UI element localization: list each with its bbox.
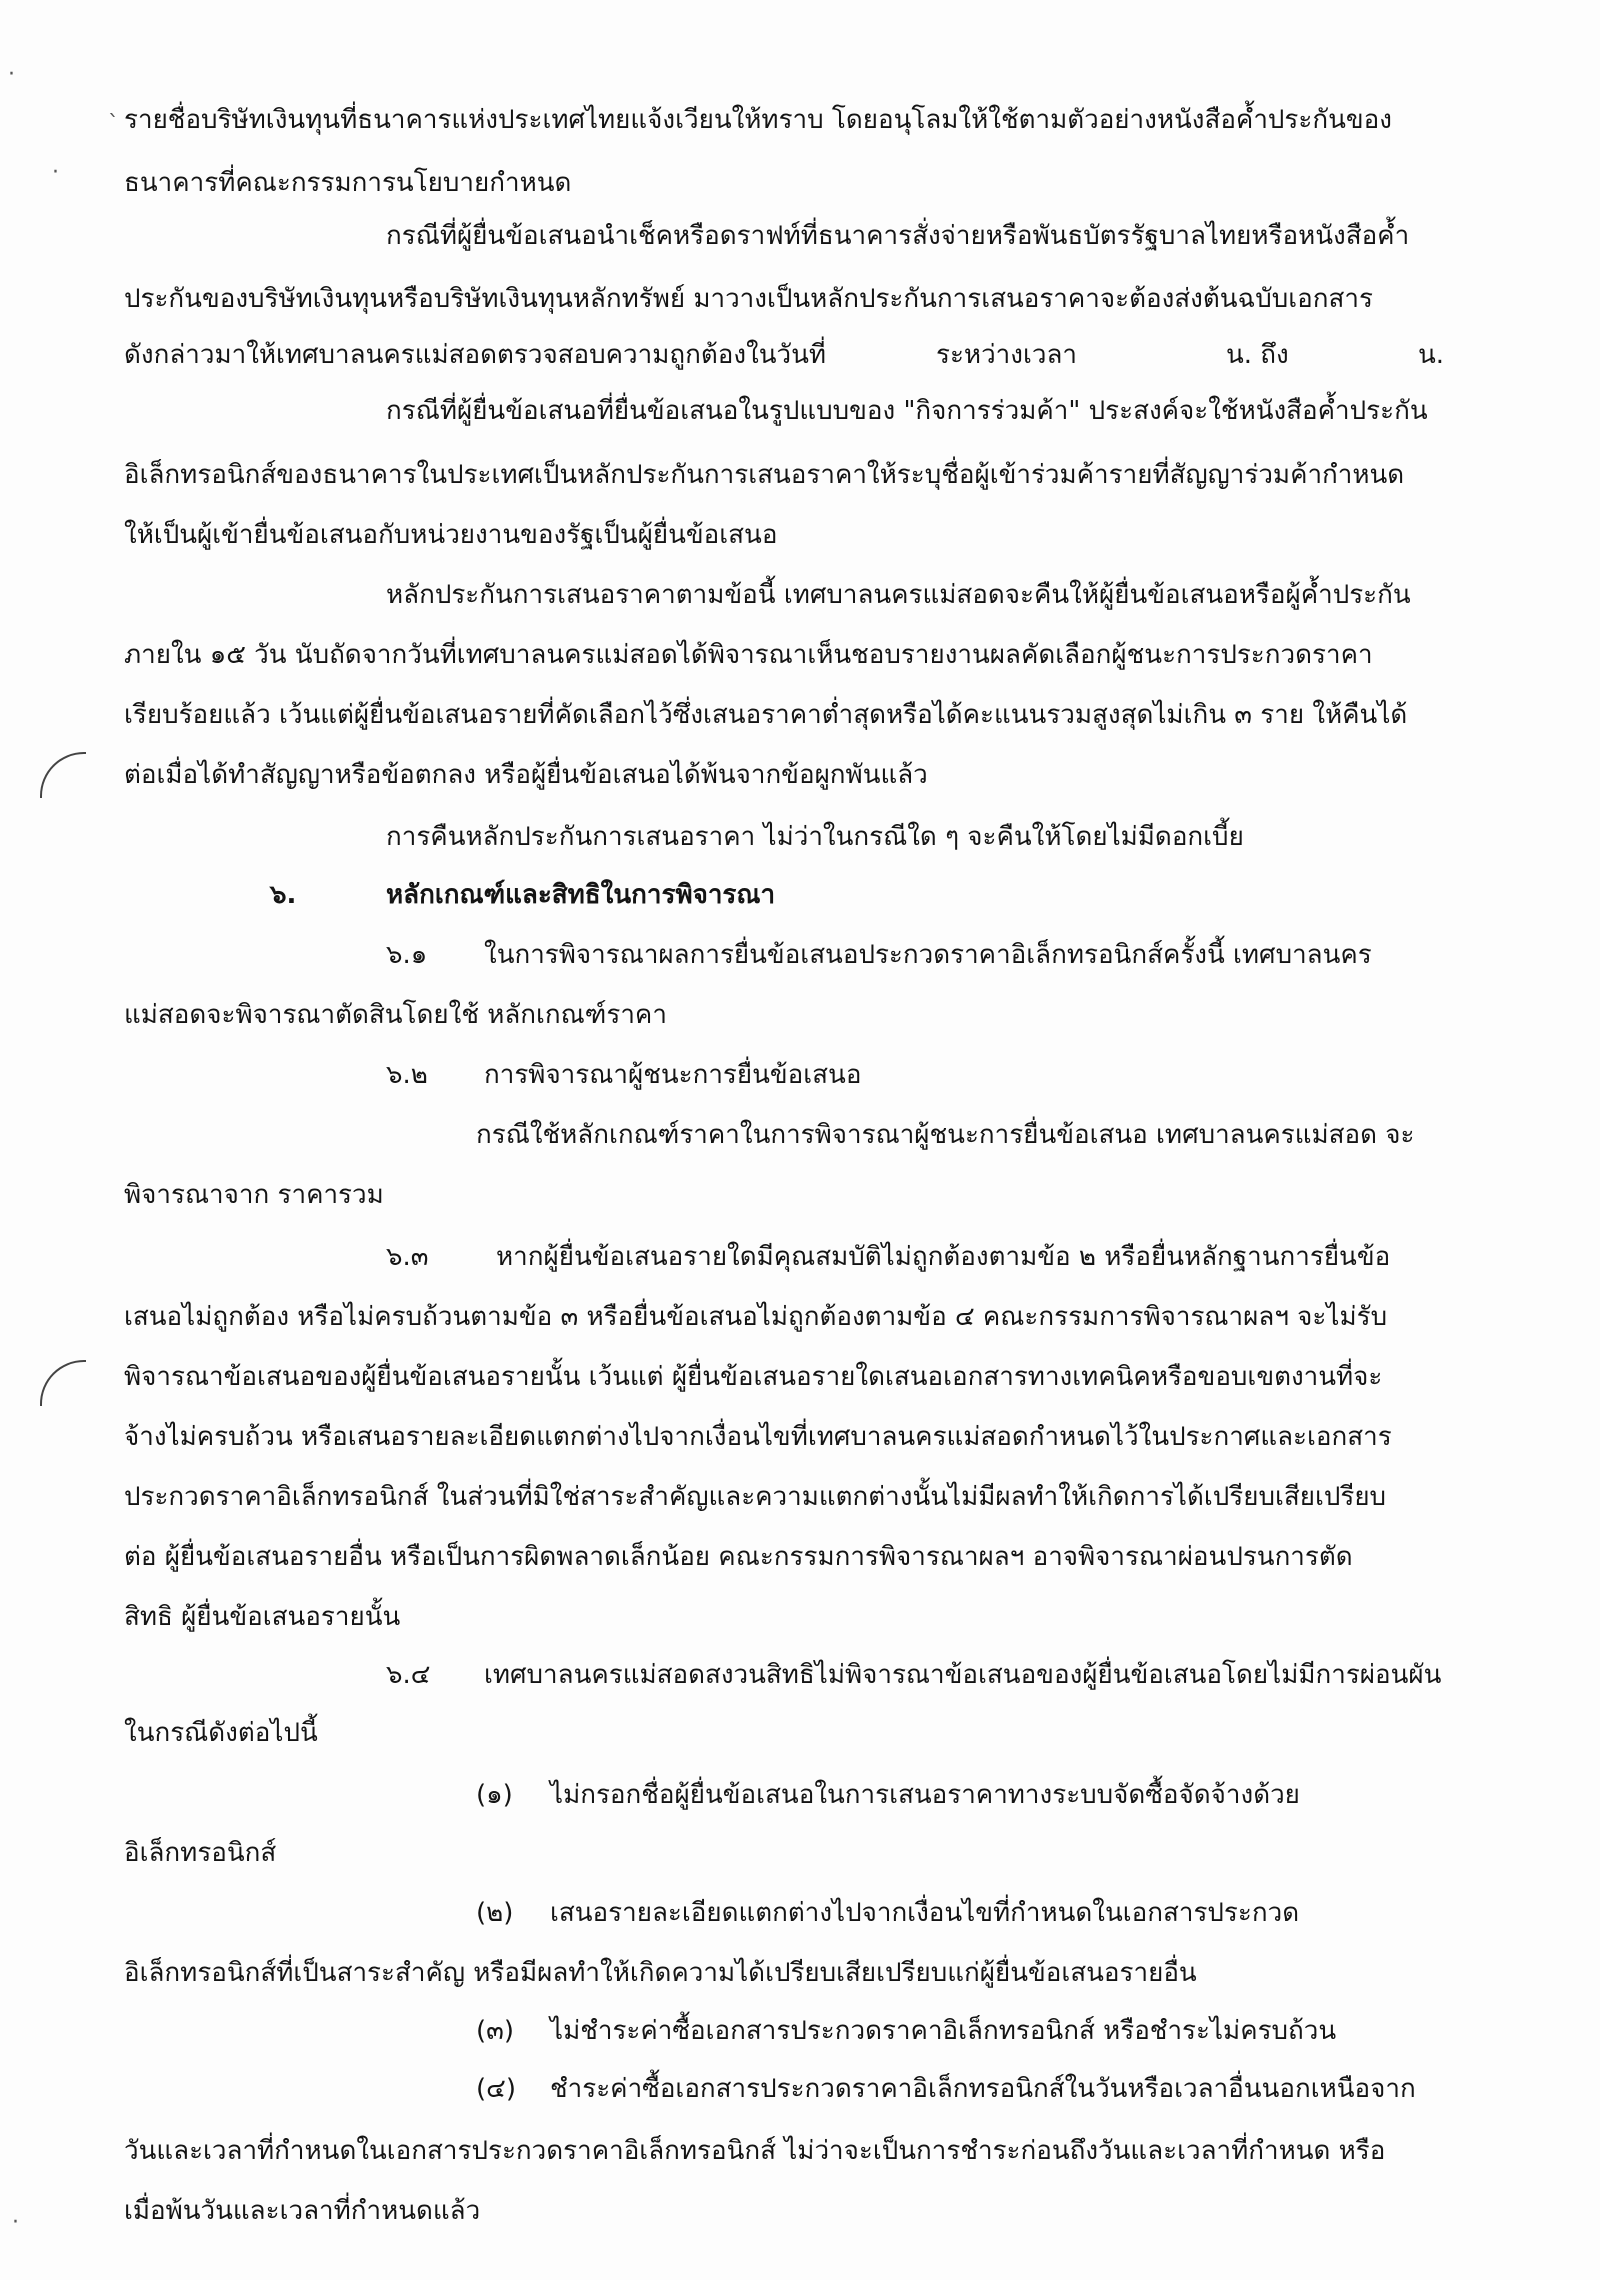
- text-line: จ้างไม่ครบถ้วน หรือเสนอรายละเอียดแตกต่างไปจากเงื่อนไขที่เทศบาลนครแม่สอดกำหนดไว้ในประกาศและเอกสาร: [124, 1422, 1392, 1452]
- text-line: ไม่ชำระค่าซื้อเอกสารประกวดราคาอิเล็กทรอนิกส์ หรือชำระไม่ครบถ้วน: [550, 2016, 1337, 2046]
- item-number: (๔): [476, 2074, 516, 2104]
- text-line: ในกรณีดังต่อไปนี้: [124, 1718, 318, 1748]
- text-line: วันและเวลาที่กำหนดในเอกสารประกวดราคาอิเล็กทรอนิกส์ ไม่ว่าจะเป็นการชำระก่อนถึงวันและเวลาที่กำหนด หรือ: [124, 2136, 1386, 2166]
- text-line: ภายใน ๑๕ วัน นับถัดจากวันที่เทศบาลนครแม่สอดได้พิจารณาเห็นชอบรายงานผลคัดเลือกผู้ชนะการประกวดราคา: [124, 640, 1373, 670]
- scan-speck: ·: [52, 160, 59, 185]
- item-number: (๑): [476, 1780, 513, 1810]
- text-line: การคืนหลักประกันการเสนอราคา ไม่ว่าในกรณีใด ๆ จะคืนให้โดยไม่มีดอกเบี้ย: [386, 822, 1244, 852]
- text-line: ดังกล่าวมาให้เทศบาลนครแม่สอดตรวจสอบความถูกต้องในวันที่: [124, 340, 827, 370]
- text-line: เสนอรายละเอียดแตกต่างไปจากเงื่อนไขที่กำหนดในเอกสารประกวด: [550, 1898, 1300, 1928]
- text-line: อิเล็กทรอนิกส์ของธนาคารในประเทศเป็นหลักประกันการเสนอราคาให้ระบุชื่อผู้เข้าร่วมค้ารายที่สัญญาร่วมค้ากำหนด: [124, 460, 1405, 490]
- form-time-label: ระหว่างเวลา: [936, 340, 1077, 370]
- scan-speck: `: [108, 112, 119, 137]
- item-number: (๓): [476, 2016, 515, 2046]
- hole-punch-mark: [40, 1360, 86, 1406]
- text-line: เมื่อพ้นวันและเวลาที่กำหนดแล้ว: [124, 2196, 481, 2226]
- text-line: พิจารณาจาก ราคารวม: [124, 1180, 384, 1210]
- text-line: ให้เป็นผู้เข้ายื่นข้อเสนอกับหน่วยงานของรัฐเป็นผู้ยื่นข้อเสนอ: [124, 520, 778, 550]
- text-line: ต่อเมื่อได้ทำสัญญาหรือข้อตกลง หรือผู้ยื่นข้อเสนอได้พ้นจากข้อผูกพันแล้ว: [124, 760, 928, 790]
- text-line: ประกันของบริษัทเงินทุนหรือบริษัทเงินทุนหลักทรัพย์ มาวางเป็นหลักประกันการเสนอราคาจะต้องส่งต้นฉบับเอกสาร: [124, 284, 1373, 314]
- text-line: ในการพิจารณาผลการยื่นข้อเสนอประกวดราคาอิเล็กทรอนิกส์ครั้งนี้ เทศบาลนคร: [484, 940, 1372, 970]
- scan-speck: ·: [8, 62, 15, 87]
- form-time-to: น. ถึง: [1226, 340, 1289, 370]
- text-line: หากผู้ยื่นข้อเสนอรายใดมีคุณสมบัติไม่ถูกต้องตามข้อ ๒ หรือยื่นหลักฐานการยื่นข้อ: [496, 1242, 1391, 1272]
- text-line: พิจารณาข้อเสนอของผู้ยื่นข้อเสนอรายนั้น เว้นแต่ ผู้ยื่นข้อเสนอรายใดเสนอเอกสารทางเทคนิคหรือขอบเขตงานที่จะ: [124, 1362, 1383, 1392]
- text-line: เรียบร้อยแล้ว เว้นแต่ผู้ยื่นข้อเสนอรายที่คัดเลือกไว้ซึ่งเสนอราคาต่ำสุดหรือได้คะแนนรวมสูงสุดไม่เกิน ๓ ราย ให้คืนได้: [124, 700, 1408, 730]
- text-line: เทศบาลนครแม่สอดสงวนสิทธิไม่พิจารณาข้อเสนอของผู้ยื่นข้อเสนอโดยไม่มีการผ่อนผัน: [484, 1660, 1442, 1690]
- clause-number: ๖.๓: [386, 1242, 429, 1272]
- text-line: สิทธิ ผู้ยื่นข้อเสนอรายนั้น: [124, 1602, 401, 1632]
- text-line: ต่อ ผู้ยื่นข้อเสนอรายอื่น หรือเป็นการผิดพลาดเล็กน้อย คณะกรรมการพิจารณาผลฯ อาจพิจารณาผ่อนปรนการตัด: [124, 1542, 1353, 1572]
- text-line: ธนาคารที่คณะกรรมการนโยบายกำหนด: [124, 168, 572, 198]
- text-line: กรณีที่ผู้ยื่นข้อเสนอที่ยื่นข้อเสนอในรูปแบบของ "กิจการร่วมค้า" ประสงค์จะใช้หนังสือค้ำประกัน: [386, 396, 1428, 426]
- text-line: แม่สอดจะพิจารณาตัดสินโดยใช้ หลักเกณฑ์ราคา: [124, 1000, 667, 1030]
- form-time-end: น.: [1418, 340, 1445, 370]
- text-line: ประกวดราคาอิเล็กทรอนิกส์ ในส่วนที่มิใช่สาระสำคัญและความแตกต่างนั้นไม่มีผลทำให้เกิดการได้เปรียบเสียเปรียบ: [124, 1482, 1387, 1512]
- text-line: อิเล็กทรอนิกส์: [124, 1838, 277, 1868]
- clause-number: ๖.๒: [386, 1060, 428, 1090]
- text-line: การพิจารณาผู้ชนะการยื่นข้อเสนอ: [484, 1060, 862, 1090]
- section-number: ๖.: [270, 880, 297, 910]
- hole-punch-mark: [40, 752, 86, 798]
- section-heading: หลักเกณฑ์และสิทธิในการพิจารณา: [386, 880, 776, 910]
- text-line: รายชื่อบริษัทเงินทุนที่ธนาคารแห่งประเทศไทยแจ้งเวียนให้ทราบ โดยอนุโลมให้ใช้ตามตัวอย่างหนังสือค้ำประกันของ: [124, 105, 1392, 135]
- text-line: อิเล็กทรอนิกส์ที่เป็นสาระสำคัญ หรือมีผลทำให้เกิดความได้เปรียบเสียเปรียบแก่ผู้ยื่นข้อเสนอรายอื่น: [124, 1958, 1197, 1988]
- text-line: ไม่กรอกชื่อผู้ยื่นข้อเสนอในการเสนอราคาทางระบบจัดซื้อจัดจ้างด้วย: [550, 1780, 1300, 1810]
- clause-number: ๖.๑: [386, 940, 428, 970]
- text-line: หลักประกันการเสนอราคาตามข้อนี้ เทศบาลนครแม่สอดจะคืนให้ผู้ยื่นข้อเสนอหรือผู้ค้ำประกัน: [386, 580, 1411, 610]
- scan-speck: ·: [12, 2210, 19, 2235]
- text-line: เสนอไม่ถูกต้อง หรือไม่ครบถ้วนตามข้อ ๓ หรือยื่นข้อเสนอไม่ถูกต้องตามข้อ ๔ คณะกรรมการพิจารณาผลฯ จะไม่รับ: [124, 1302, 1388, 1332]
- text-line: ชำระค่าซื้อเอกสารประกวดราคาอิเล็กทรอนิกส์ในวันหรือเวลาอื่นนอกเหนือจาก: [550, 2074, 1416, 2104]
- text-line: กรณีที่ผู้ยื่นข้อเสนอนำเช็คหรือดราฟท์ที่ธนาคารสั่งจ่ายหรือพันธบัตรรัฐบาลไทยหรือหนังสือค้ำ: [386, 221, 1410, 251]
- text-line: กรณีใช้หลักเกณฑ์ราคาในการพิจารณาผู้ชนะการยื่นข้อเสนอ เทศบาลนครแม่สอด จะ: [476, 1120, 1415, 1150]
- item-number: (๒): [476, 1898, 514, 1928]
- clause-number: ๖.๔: [386, 1660, 431, 1690]
